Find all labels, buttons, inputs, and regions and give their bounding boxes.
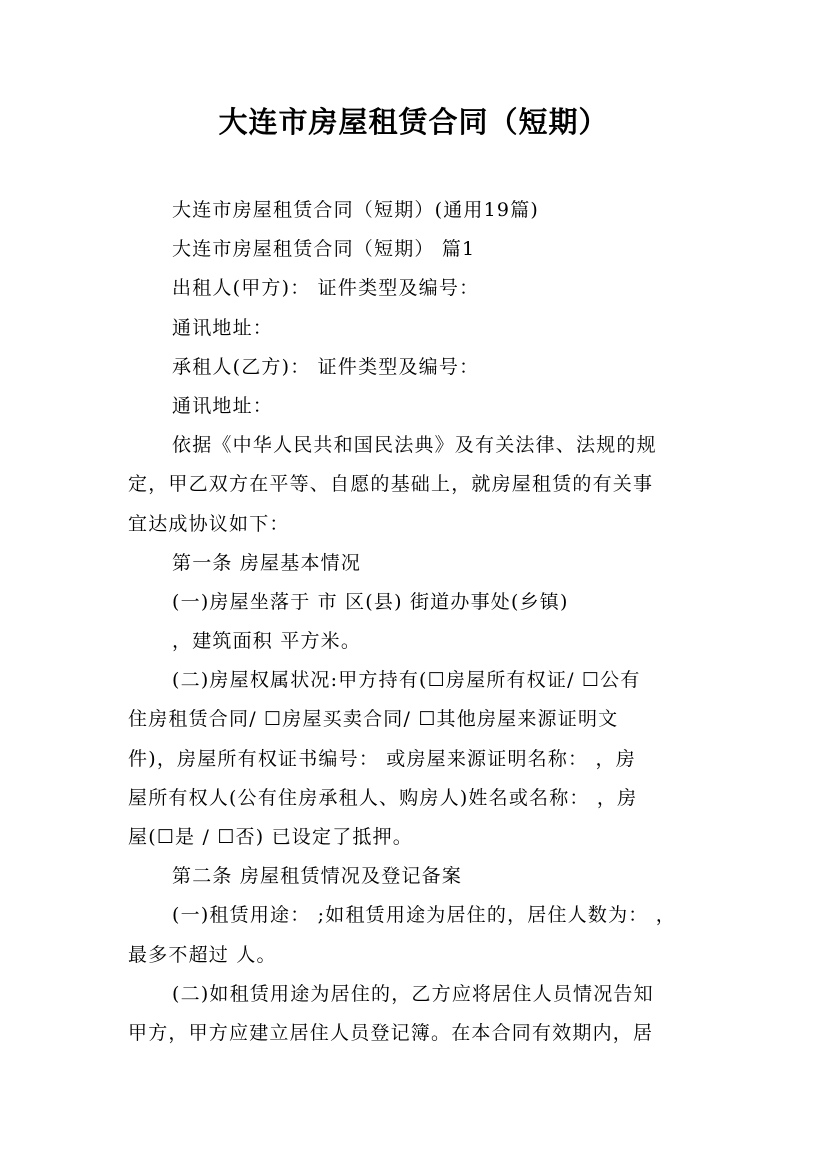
document-title: 大连市房屋租赁合同（短期） [218,105,609,139]
section-heading: 第一条 房屋基本情况 [172,551,362,574]
text-line: 屋所有权人(公有住房承租人、购房人)姓名或名称： ，房 [128,786,638,809]
text-line: 大连市房屋租赁合同（短期） 篇1 [172,238,476,261]
text-line: 宜达成协议如下： [128,512,290,535]
text-line: 依据《中华人民共和国民法典》及有关法律、法规的规 [172,434,657,457]
document-body [128,191,703,1053]
text-line: 最多不超过 人。 [128,943,277,966]
text-line: 屋(☐是 / ☐否) 已设定了抵押。 [128,826,414,848]
text-line: ，建筑面积 平方米。 [172,630,362,653]
text-line: 通讯地址： [172,394,274,417]
text-line: 甲方，甲方应建立居住人员登记簿。在本合同有效期内，居 [128,1021,654,1044]
text-line: (二)如租赁用途为居住的，乙方应将居住人员情况告知 [172,982,654,1005]
text-line: (二)房屋权属状况:甲方持有(☐房屋所有权证/ ☐公有 [172,669,641,692]
text-line: 住房租赁合同/ ☐房屋买卖合同/ ☐其他房屋来源证明文 [128,708,619,731]
text-line: (一)房屋坐落于 市 区(县) 街道办事处(乡镇) [172,590,569,613]
text-line: 通讯地址： [172,316,274,339]
text-line: 出租人(甲方)： 证件类型及编号： [172,277,480,300]
text-line: 件)，房屋所有权证书编号： 或房屋来源证明名称： ，房 [128,747,636,770]
text-line: 承租人(乙方)： 证件类型及编号： [172,355,480,378]
section-heading: 第二条 房屋租赁情况及登记备案 [172,865,463,888]
text-line: (一)租赁用途： ;如租赁用途为居住的，居住人数为： ， [172,904,676,927]
text-line: 大连市房屋租赁合同（短期）(通用19篇) [172,199,540,221]
text-line: 定，甲乙双方在平等、自愿的基础上，就房屋租赁的有关事 [128,473,654,496]
